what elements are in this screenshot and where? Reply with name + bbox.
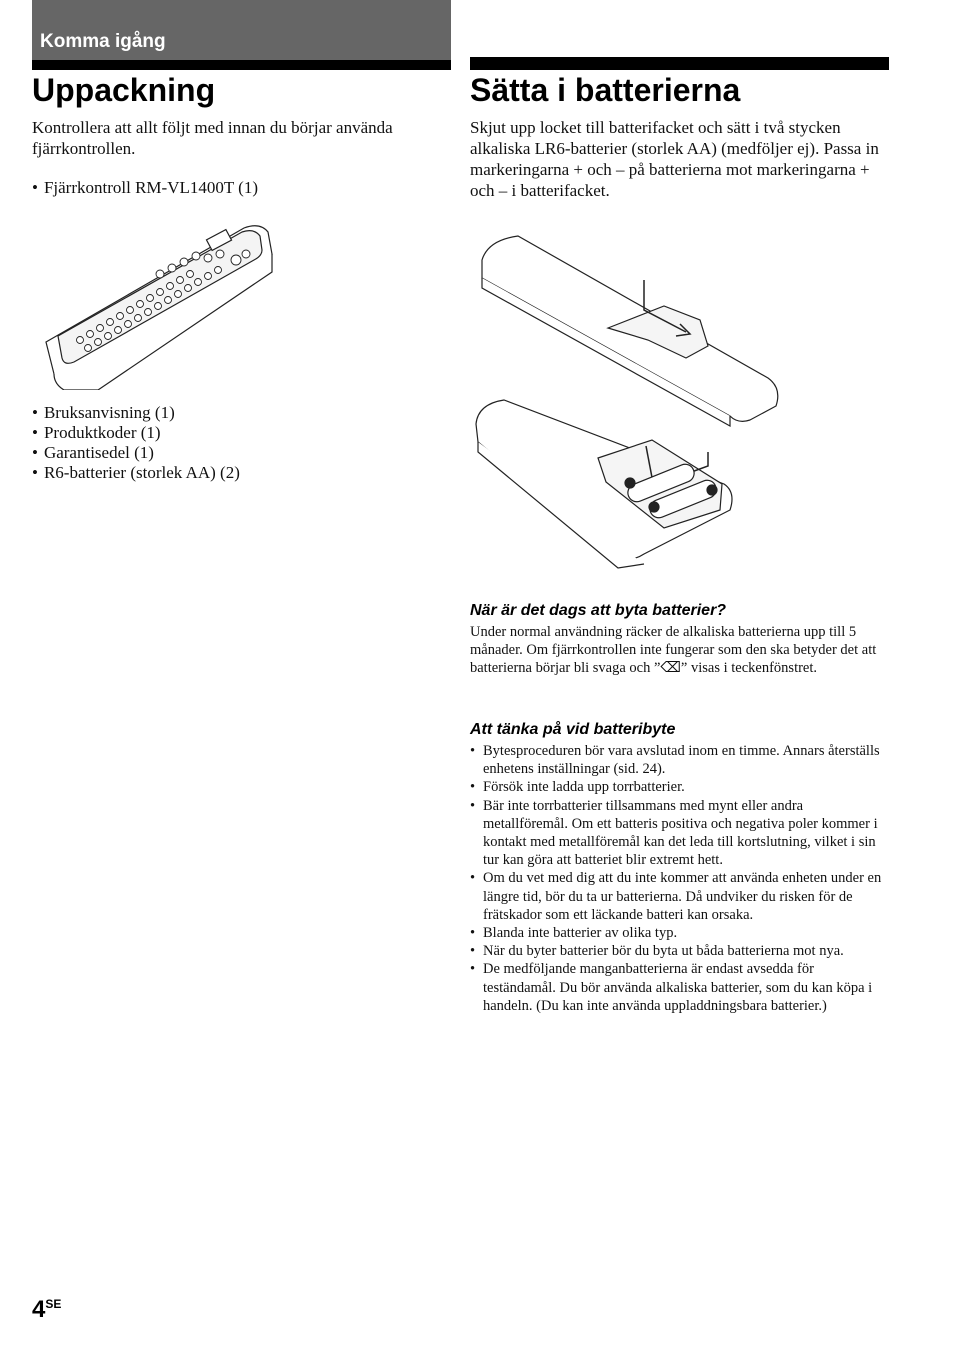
page-number-value: 4 bbox=[32, 1296, 46, 1323]
list-item: • Om du vet med dig att du inte kommer att använda enheten under en längre tid, bör du ta ur batterierna. Då undviker du risken för de frätskador som ett läckande batteri kan orsaka. bbox=[470, 869, 890, 924]
section-label: Komma igång bbox=[40, 31, 166, 52]
list-item: • De medföljande manganbatterierna är endast avsedda för teständamål. Du bör använda alkaliska batterier, som du kan köpa i handeln. (Du kan inte använda uppladdningsbara batterier.) bbox=[470, 960, 890, 1015]
remote-control-illustration bbox=[40, 214, 280, 390]
list-item: • Bruksanvisning (1) bbox=[32, 403, 240, 423]
unpacking-intro: Kontrollera att allt följt med innan du börjar använda fjärrkontrollen. bbox=[32, 118, 393, 158]
package-contents-list bbox=[32, 178, 258, 198]
list-item: • Garantisedel (1) bbox=[32, 443, 240, 463]
battery-installation-illustration bbox=[468, 228, 788, 573]
page-number-suffix: SE bbox=[45, 1297, 62, 1311]
list-item: • R6-batterier (storlek AA) (2) bbox=[32, 463, 240, 483]
list-item: • Bytesproceduren bör vara avslutad inom en timme. Annars återställs enhetens inställningar (sid. 24). bbox=[470, 742, 890, 778]
unpacking-heading: Uppackning bbox=[32, 72, 216, 108]
when-to-replace-heading: När är det dags att byta batterier? bbox=[470, 602, 727, 619]
list-item: • Bär inte torrbatterier tillsammans med mynt eller andra metallföremål. Om ett batteris positiva och negativa poler kommer i kontakt med metallföremål kan det leda till kortslutning, vilket i sin tur kan göra att batteriet blir extremt hett. bbox=[470, 797, 890, 870]
page-number bbox=[32, 1296, 61, 1324]
list-item: • Blanda inte batterier av olika typ. bbox=[470, 924, 890, 942]
battery-tips-list bbox=[470, 742, 890, 1015]
list-item: • När du byter batterier bör du byta ut båda batterierna mot nya. bbox=[470, 942, 890, 960]
battery-heading: Sätta i batterierna bbox=[470, 72, 741, 108]
list-item: • Försök inte ladda upp torrbatterier. bbox=[470, 778, 890, 796]
list-item: • Produktkoder (1) bbox=[32, 423, 240, 443]
heading-rule-left bbox=[32, 60, 451, 70]
battery-tips-heading: Att tänka på vid batteribyte bbox=[470, 721, 676, 738]
list-item: • Fjärrkontroll RM-VL1400T (1) bbox=[32, 178, 258, 198]
when-to-replace-text: Under normal användning räcker de alkaliska batterierna upp till 5 månader. Om fjärrkontrollen inte fungerar som den ska betyder det att batterierna börjar bli svaga och ”⌫” visas i teckenfönstret. bbox=[470, 624, 877, 677]
battery-intro: Skjut upp locket till batterifacket och sätt i två stycken alkaliska LR6-batterier (storlek AA) (medföljer ej). Passa in markeringarna + och – på batterierna mot markeringarna + och – i batterifacket. bbox=[470, 118, 879, 200]
package-contents-list-more bbox=[32, 403, 240, 483]
heading-rule-right bbox=[470, 57, 889, 70]
